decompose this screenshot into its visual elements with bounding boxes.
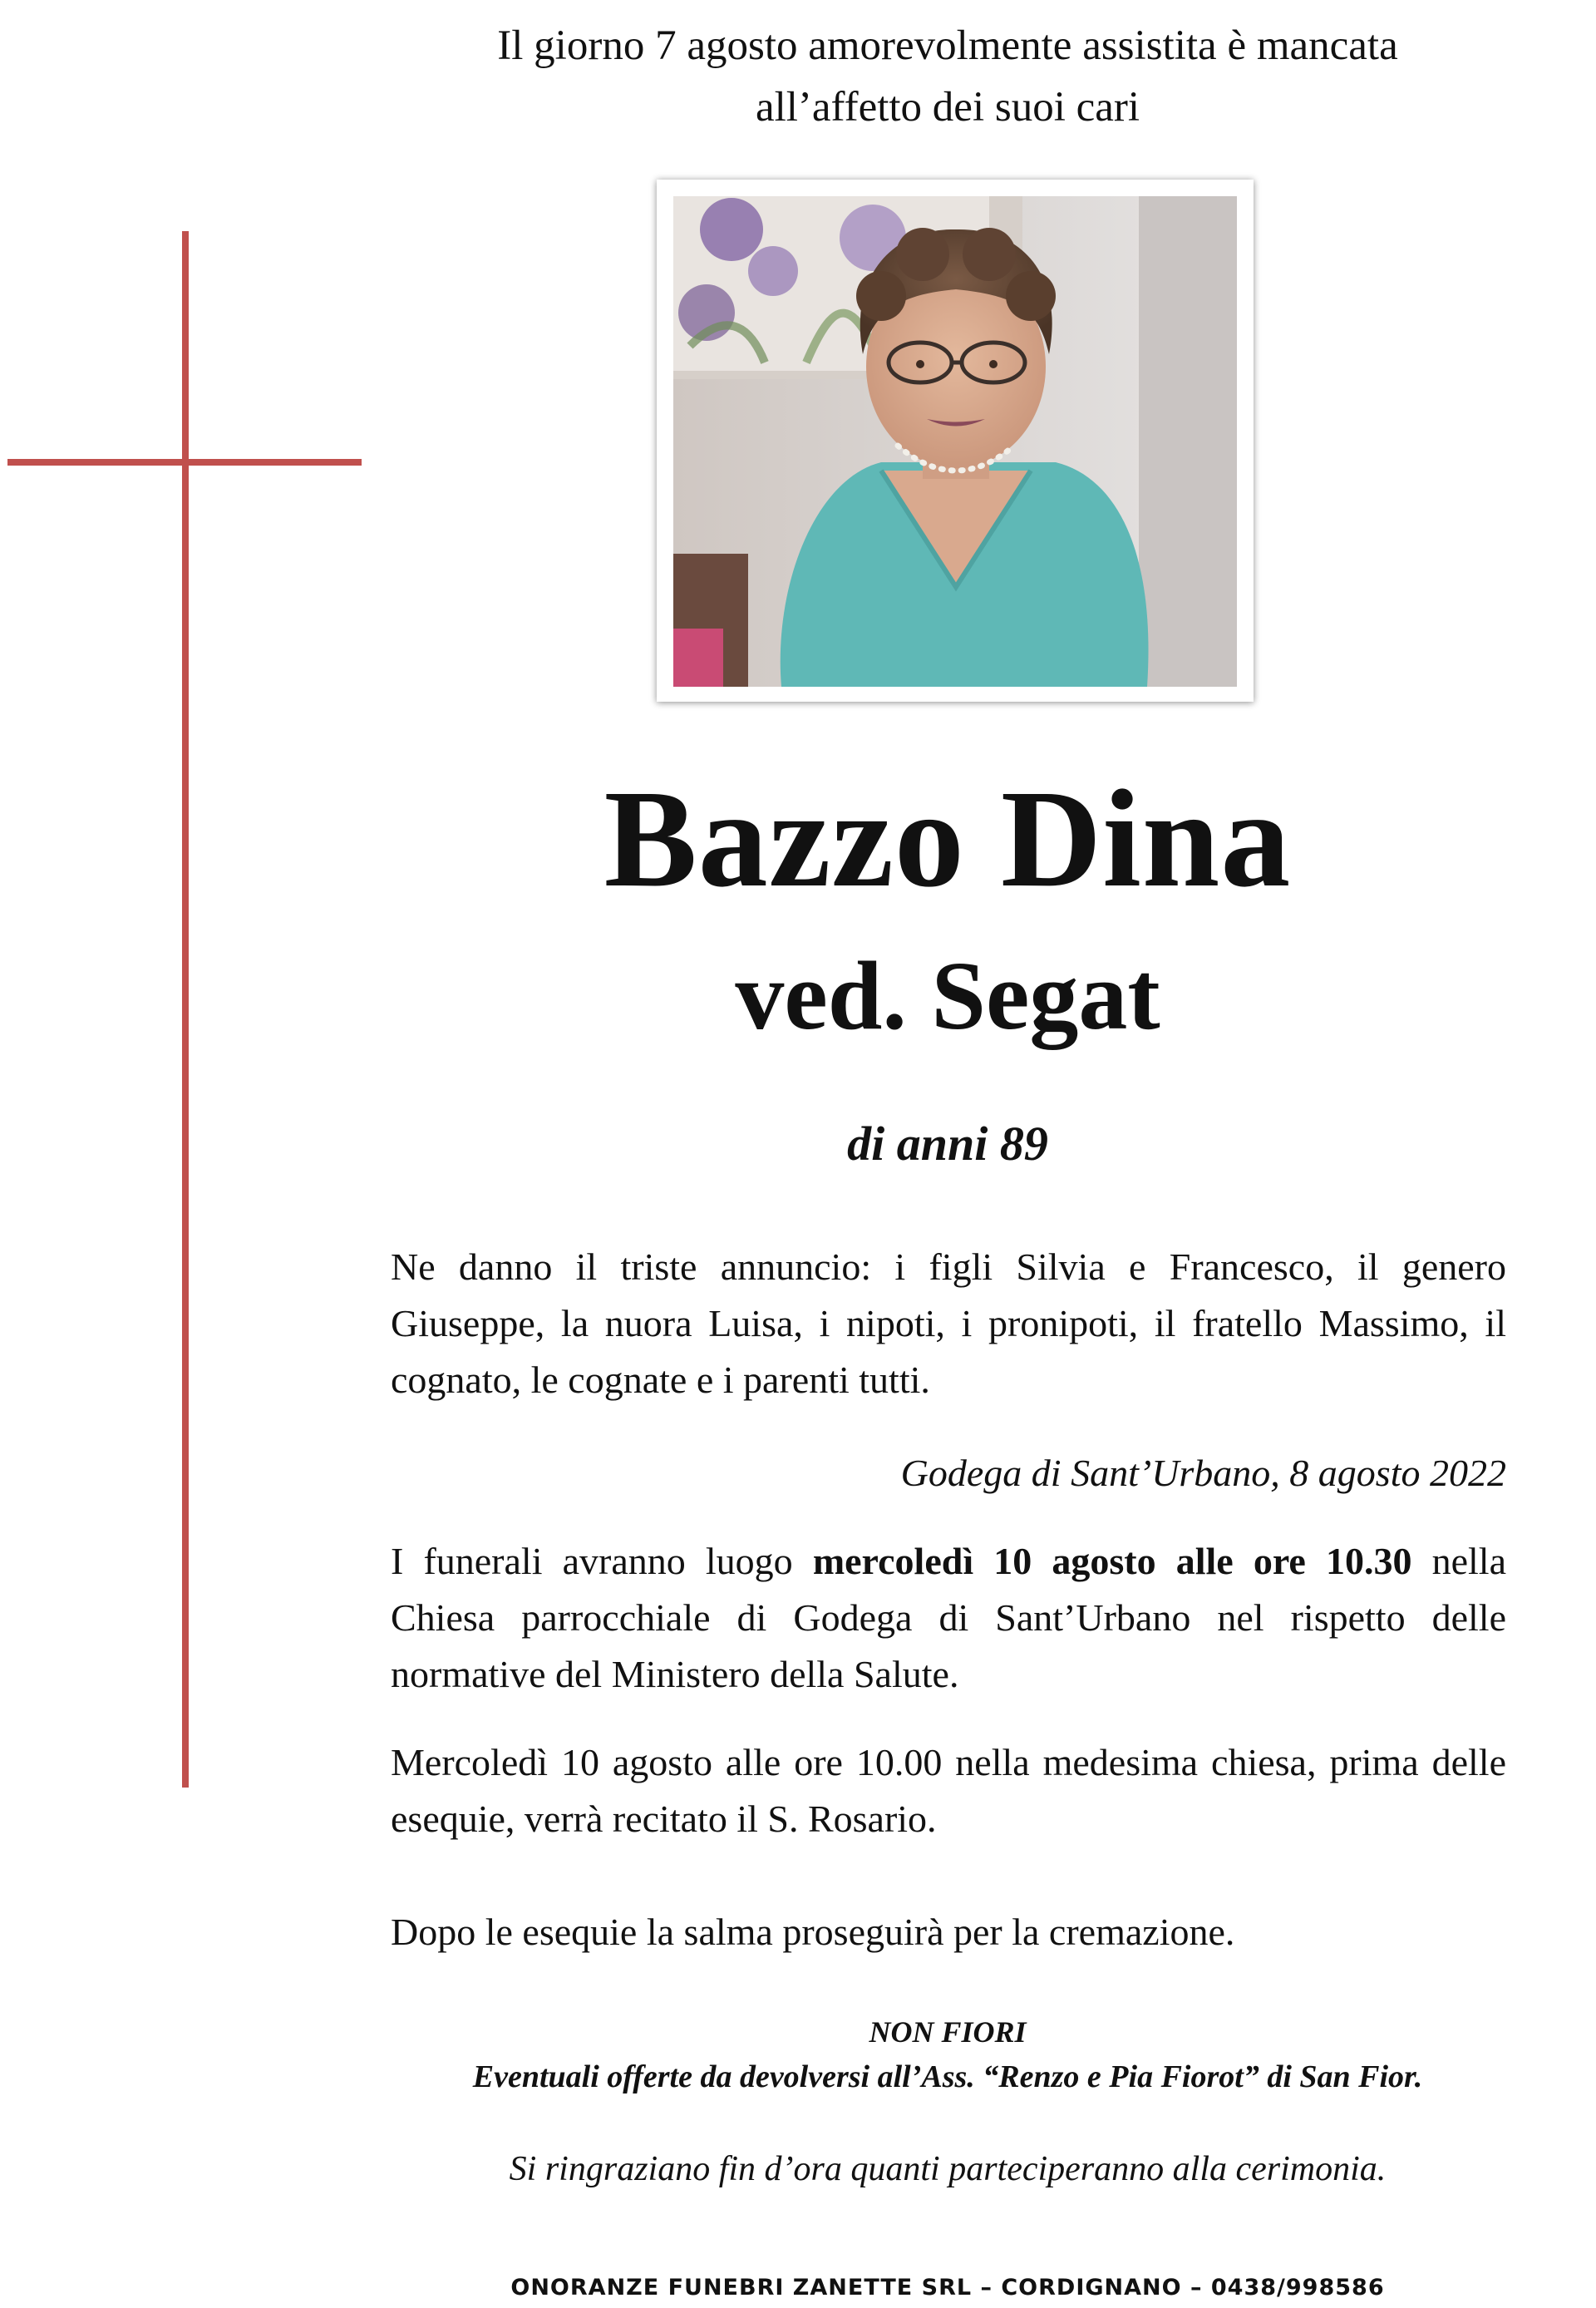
intro-line-1: Il giorno 7 agosto amorevolmente assistita è mancata bbox=[497, 22, 1398, 69]
cross-horizontal-bar bbox=[7, 459, 362, 466]
funeral-prefix: I funerali avranno luogo bbox=[391, 1540, 813, 1582]
married-name: ved. Segat bbox=[735, 941, 1160, 1050]
portrait-photo bbox=[673, 196, 1237, 687]
intro-line-2: all’affetto dei suoi cari bbox=[755, 84, 1140, 131]
funeral-home-footer: ONORANZE FUNEBRI ZANETTE SRL – CORDIGNANO – 0438/998586 bbox=[510, 2275, 1385, 2301]
announcement-text: Ne danno il triste annuncio: i figli Silvia e Francesco, il genero Giuseppe, la nuora Luisa, i nipoti, i pronipoti, il fratello Massimo, il cognato, le cognate e i parenti tutti. bbox=[391, 1245, 1506, 1401]
rosary-info: Mercoledì 10 agosto alle ore 10.00 nella medesima chiesa, prima delle esequie, verrà recitato il S. Rosario. bbox=[391, 1741, 1506, 1840]
funeral-date-time: mercoledì 10 agosto alle ore 10.30 bbox=[812, 1540, 1412, 1582]
portrait-illustration bbox=[673, 196, 1237, 687]
non-fiori-heading: NON FIORI bbox=[869, 2015, 1027, 2049]
place-date: Godega di Sant’Urbano, 8 agosto 2022 bbox=[900, 1452, 1506, 1494]
age: di anni 89 bbox=[847, 1117, 1048, 1171]
deceased-name: Bazzo Dina bbox=[603, 762, 1292, 916]
intro-text bbox=[391, 15, 1505, 138]
cremation-info: Dopo le esequie la salma proseguirà per la cremazione. bbox=[391, 1911, 1235, 1953]
funeral-info bbox=[391, 1533, 1506, 1703]
thanks-note: Si ringraziano fin d’ora quanti parteciperanno alla cerimonia. bbox=[509, 2150, 1387, 2188]
funeral-suffix: nella Chiesa parrocchiale di Godega di Sant’Urbano nel rispetto delle normative del Ministero della Salute. bbox=[391, 1540, 1506, 1695]
portrait-frame bbox=[657, 180, 1254, 702]
donations-note: Eventuali offerte da devolversi all’Ass. “Renzo e Pia Fiorot” di San Fior. bbox=[472, 2059, 1423, 2094]
